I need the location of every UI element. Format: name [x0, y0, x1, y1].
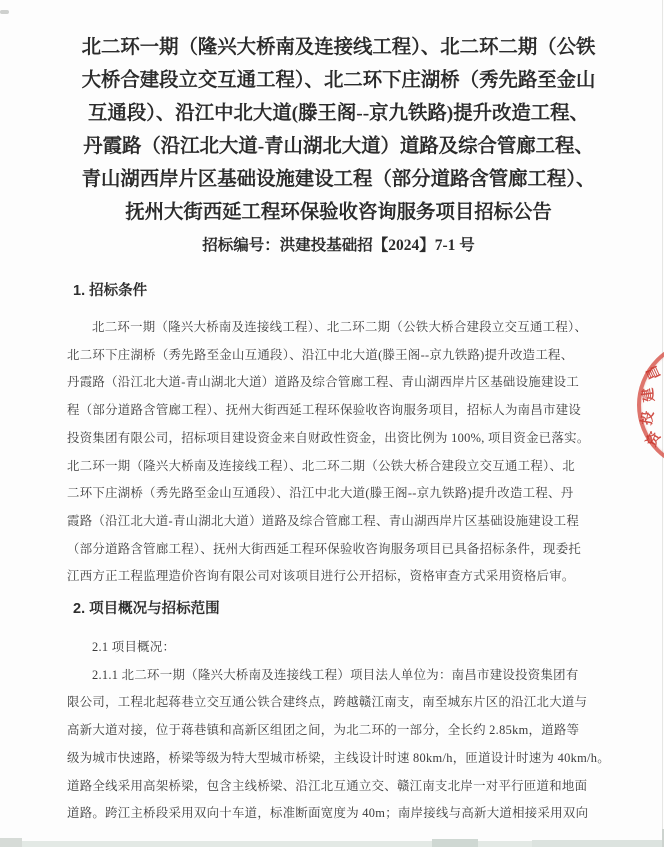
document-title [77, 31, 600, 262]
seal-character: 昌 [642, 363, 664, 383]
body-line: 北二环一期（隆兴大桥南及连接线工程）、北二环二期（公铁大桥合建段立交互通工程）、 [92, 320, 588, 334]
tender-number: 招标编号：洪建投基础招【2024】7-1 号 [202, 237, 475, 254]
body-line: 霞路（沿江北大道-青山湖北大道）道路及综合管廊工程、青山湖西岸片区基础设施建设工程 [67, 513, 580, 528]
body-line: 道路。跨江主桥段采用双向十车道，标准断面宽度为 40m；南岸接线与高新大道相接采用双向 [67, 806, 589, 821]
body-line: 江西方正工程监理造价咨询有限公司对该项目进行公开招标，资格审查方式采用资格后审。 [67, 569, 575, 584]
body-line: 道路全线采用高架桥梁，包含主线桥梁、沿江北互通立交、赣江南支北岸一对平行匝道和地面 [67, 778, 588, 793]
scan-edge-corner [0, 838, 22, 847]
seal-character: 投 [637, 409, 657, 427]
red-seal-stamp [637, 339, 664, 471]
body-line: 级为城市快速路，桥梁等级为特大型城市桥梁，主线设计时速 80km/h，匝道设计时速为 40km/h。 [67, 750, 610, 765]
title-line: 丹霞路（沿江北大道-青山湖北大道）道路及综合管廊工程、 [83, 136, 594, 157]
body-line: 程（部分道路含管廊工程）、抚州大街西延工程环保验收咨询服务项目，招标人为南昌市建设 [67, 403, 582, 418]
scan-edge-patch [532, 840, 664, 847]
section-1-body [67, 314, 590, 591]
seal-character: 资 [642, 429, 664, 449]
body-line: （部分道路含管廊工程）、抚州大街西延工程环保验收咨询服务项目已具备招标条件，现委托 [67, 541, 582, 556]
section-1-heading: 1. 招标条件 [73, 283, 148, 299]
body-line: 限公司，工程北起蒋巷立交互通公铁合建终点，跨越赣江南支，南至城东片区的沿江北大道与 [67, 695, 588, 710]
section-2-body [67, 634, 610, 828]
seal-character: 建 [639, 386, 657, 404]
body-line: 丹霞路（沿江北大道-青山湖北大道）道路及综合管廊工程、青山湖西岸片区基础设施建设工 [67, 375, 580, 390]
body-subheading: 2.1 项目概况： [92, 640, 176, 654]
body-line: 北二环下庄湖桥（秀先路至金山互通段）、沿江中北大道(滕王阁--京九铁路)提升改造工程、 [67, 347, 574, 362]
body-line: 二环下庄湖桥（秀先路至金山互通段）、沿江中北大道(滕王阁--京九铁路)提升改造工程、丹 [67, 486, 574, 501]
title-line: 抚州大街西延工程环保验收咨询服务项目招标公告 [125, 202, 552, 223]
title-line: 大桥合建段立交互通工程）、北二环下庄湖桥（秀先路至金山 [81, 70, 596, 91]
body-line: 北二环一期（隆兴大桥南及连接线工程）、北二环二期（公铁大桥合建段立交互通工程）、北 [67, 458, 575, 473]
title-line: 青山湖西岸片区基础设施建设工程（部分道路含管廊工程）、 [81, 169, 596, 190]
body-line: 2.1.1 北二环一期（隆兴大桥南及连接线工程）项目法人单位为：南昌市建设投资集团有 [92, 667, 579, 682]
title-line: 互通段）、沿江中北大道(滕王阁--京九铁路)提升改造工程、 [88, 103, 589, 124]
body-line: 投资集团有限公司，招标项目建设资金来自财政性资金，出资比例为 100%, 项目资金已落实。 [67, 430, 590, 445]
body-line: 高新大道对接，位于蒋巷镇和高新区组团之间，为北二环的一部分，全长约 2.85km，道路等 [67, 723, 580, 738]
scan-edge-patch [432, 839, 478, 847]
section-2-heading: 2. 项目概况与招标范围 [73, 601, 220, 617]
scan-artifact [0, 10, 9, 14]
title-line: 北二环一期（隆兴大桥南及连接线工程）、北二环二期（公铁 [81, 37, 596, 58]
